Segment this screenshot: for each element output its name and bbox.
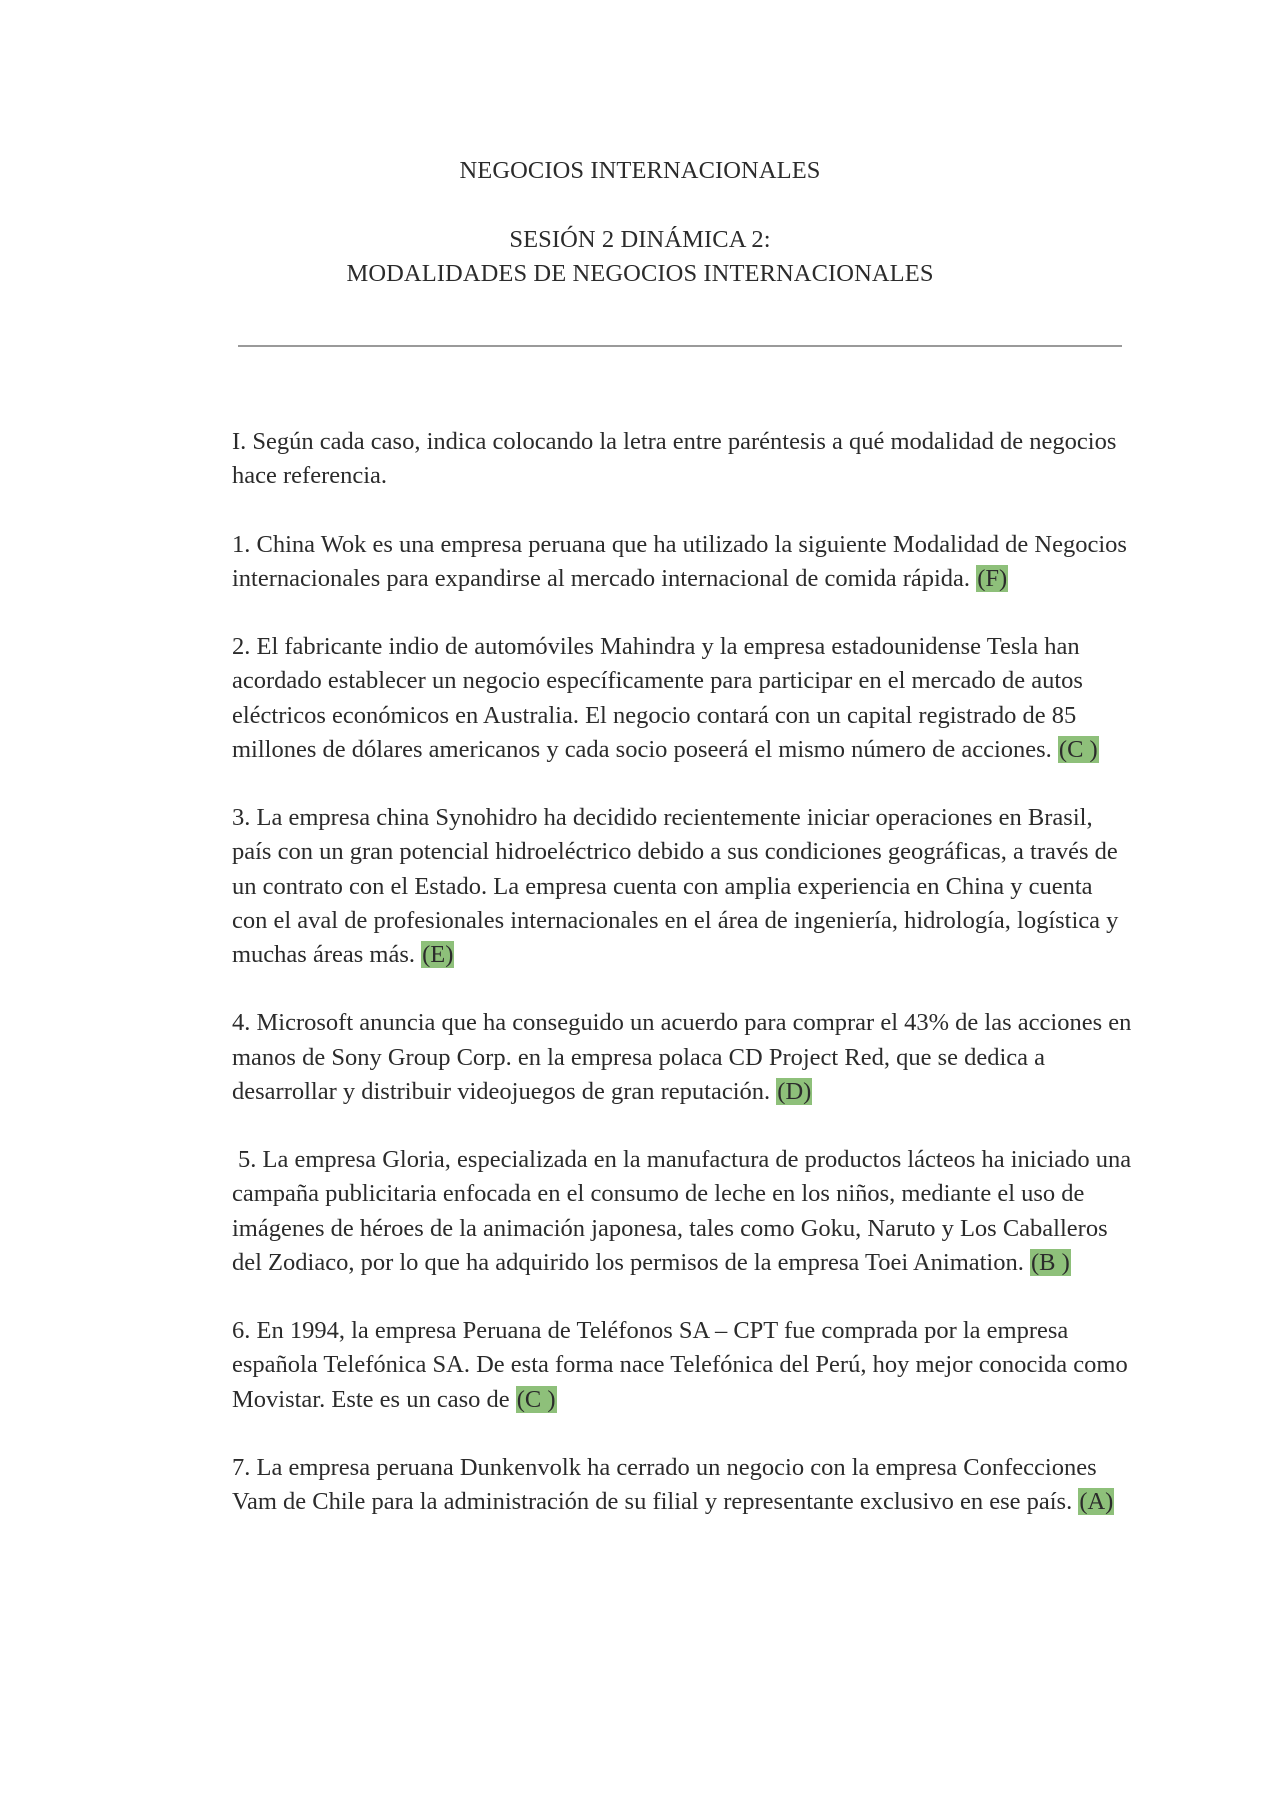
question-2 (232, 630, 1132, 767)
question-3-answer: (E) (422, 941, 454, 968)
question-2-text: 2. El fabricante indio de automóviles Mahindra y la empresa estadounidense Tesla han acordado establecer un negocio específicamente para participar en el mercado de autos eléctricos económicos en Australia. El negocio contará con un capital registrado de 85 millones de dólares americanos y cada socio poseerá el mismo número de acciones. (232, 633, 1090, 763)
question-4-text: 4. Microsoft anuncia que ha conseguido un acuerdo para comprar el 43% de las acciones en manos de Sony Group Corp. en la empresa polaca CD Project Red, que se dedica a desarrollar y distribuir videojuegos de gran reputación. (232, 1009, 1138, 1105)
question-5 (232, 1143, 1138, 1280)
question-5-answer: (B ) (1031, 1248, 1070, 1276)
question-7 (232, 1451, 1132, 1519)
question-3 (232, 801, 1132, 972)
horizontal-divider (238, 345, 1122, 347)
question-4 (232, 1006, 1138, 1109)
question-6-answer: (C ) (516, 1385, 556, 1413)
question-7-text: 7. La empresa peruana Dunkenvolk ha cerrado un negocio con la empresa Confecciones Vam de Chile para la administración de su filial y representante exclusivo en ese país. (232, 1453, 1103, 1516)
question-1 (232, 528, 1132, 596)
question-2-answer: (C ) (1058, 735, 1098, 763)
question-7-answer: (A) (1079, 1488, 1114, 1516)
question-1-answer: (F) (977, 564, 1008, 592)
question-3-text: 3. La empresa china Synohidro ha decidido recientemente iniciar operaciones en Brasil, país con un gran potencial hidroeléctrico debido a sus condiciones geográficas, a través de un contrato con el Estado. La empresa cuenta con amplia experiencia en China y cuenta con el aval de profesionales internacionales en el área de ingeniería, hidrología, logística y muchas áreas más. (232, 804, 1125, 968)
question-1-text: 1. China Wok es una empresa peruana que ha utilizado la siguiente Modalidad de Negocios internacionales para expandirse al mercado internacional de comida rápida. (232, 530, 1134, 592)
question-6 (232, 1314, 1132, 1417)
instruction-paragraph: I. Según cada caso, indica colocando la letra entre paréntesis a qué modalidad de negocios hace referencia. (232, 428, 1123, 490)
question-4-answer: (D) (777, 1077, 812, 1105)
document-title: NEGOCIOS INTERNACIONALES (459, 157, 821, 184)
question-6-text: 6. En 1994, la empresa Peruana de Teléfonos SA – CPT fue comprada por la empresa española Telefónica SA. De esta forma nace Telefónica del Perú, hoy mejor conocida como Movistar. Este es un caso de (232, 1317, 1134, 1413)
document-body (232, 425, 1138, 1554)
session-heading: SESIÓN 2 DINÁMICA 2: (509, 226, 771, 253)
document-subtitle: MODALIDADES DE NEGOCIOS INTERNACIONALES (346, 260, 934, 287)
question-5-text: 5. La empresa Gloria, especializada en la manufactura de productos lácteos ha iniciado una campaña publicitaria enfocada en el consumo de leche en los niños, mediante el uso de imágenes de héroes de la animación japonesa, tales como Goku, Naruto y Los Caballeros del Zodiaco, por lo que ha adquirido los permisos de la empresa Toei Animation. (232, 1146, 1138, 1276)
